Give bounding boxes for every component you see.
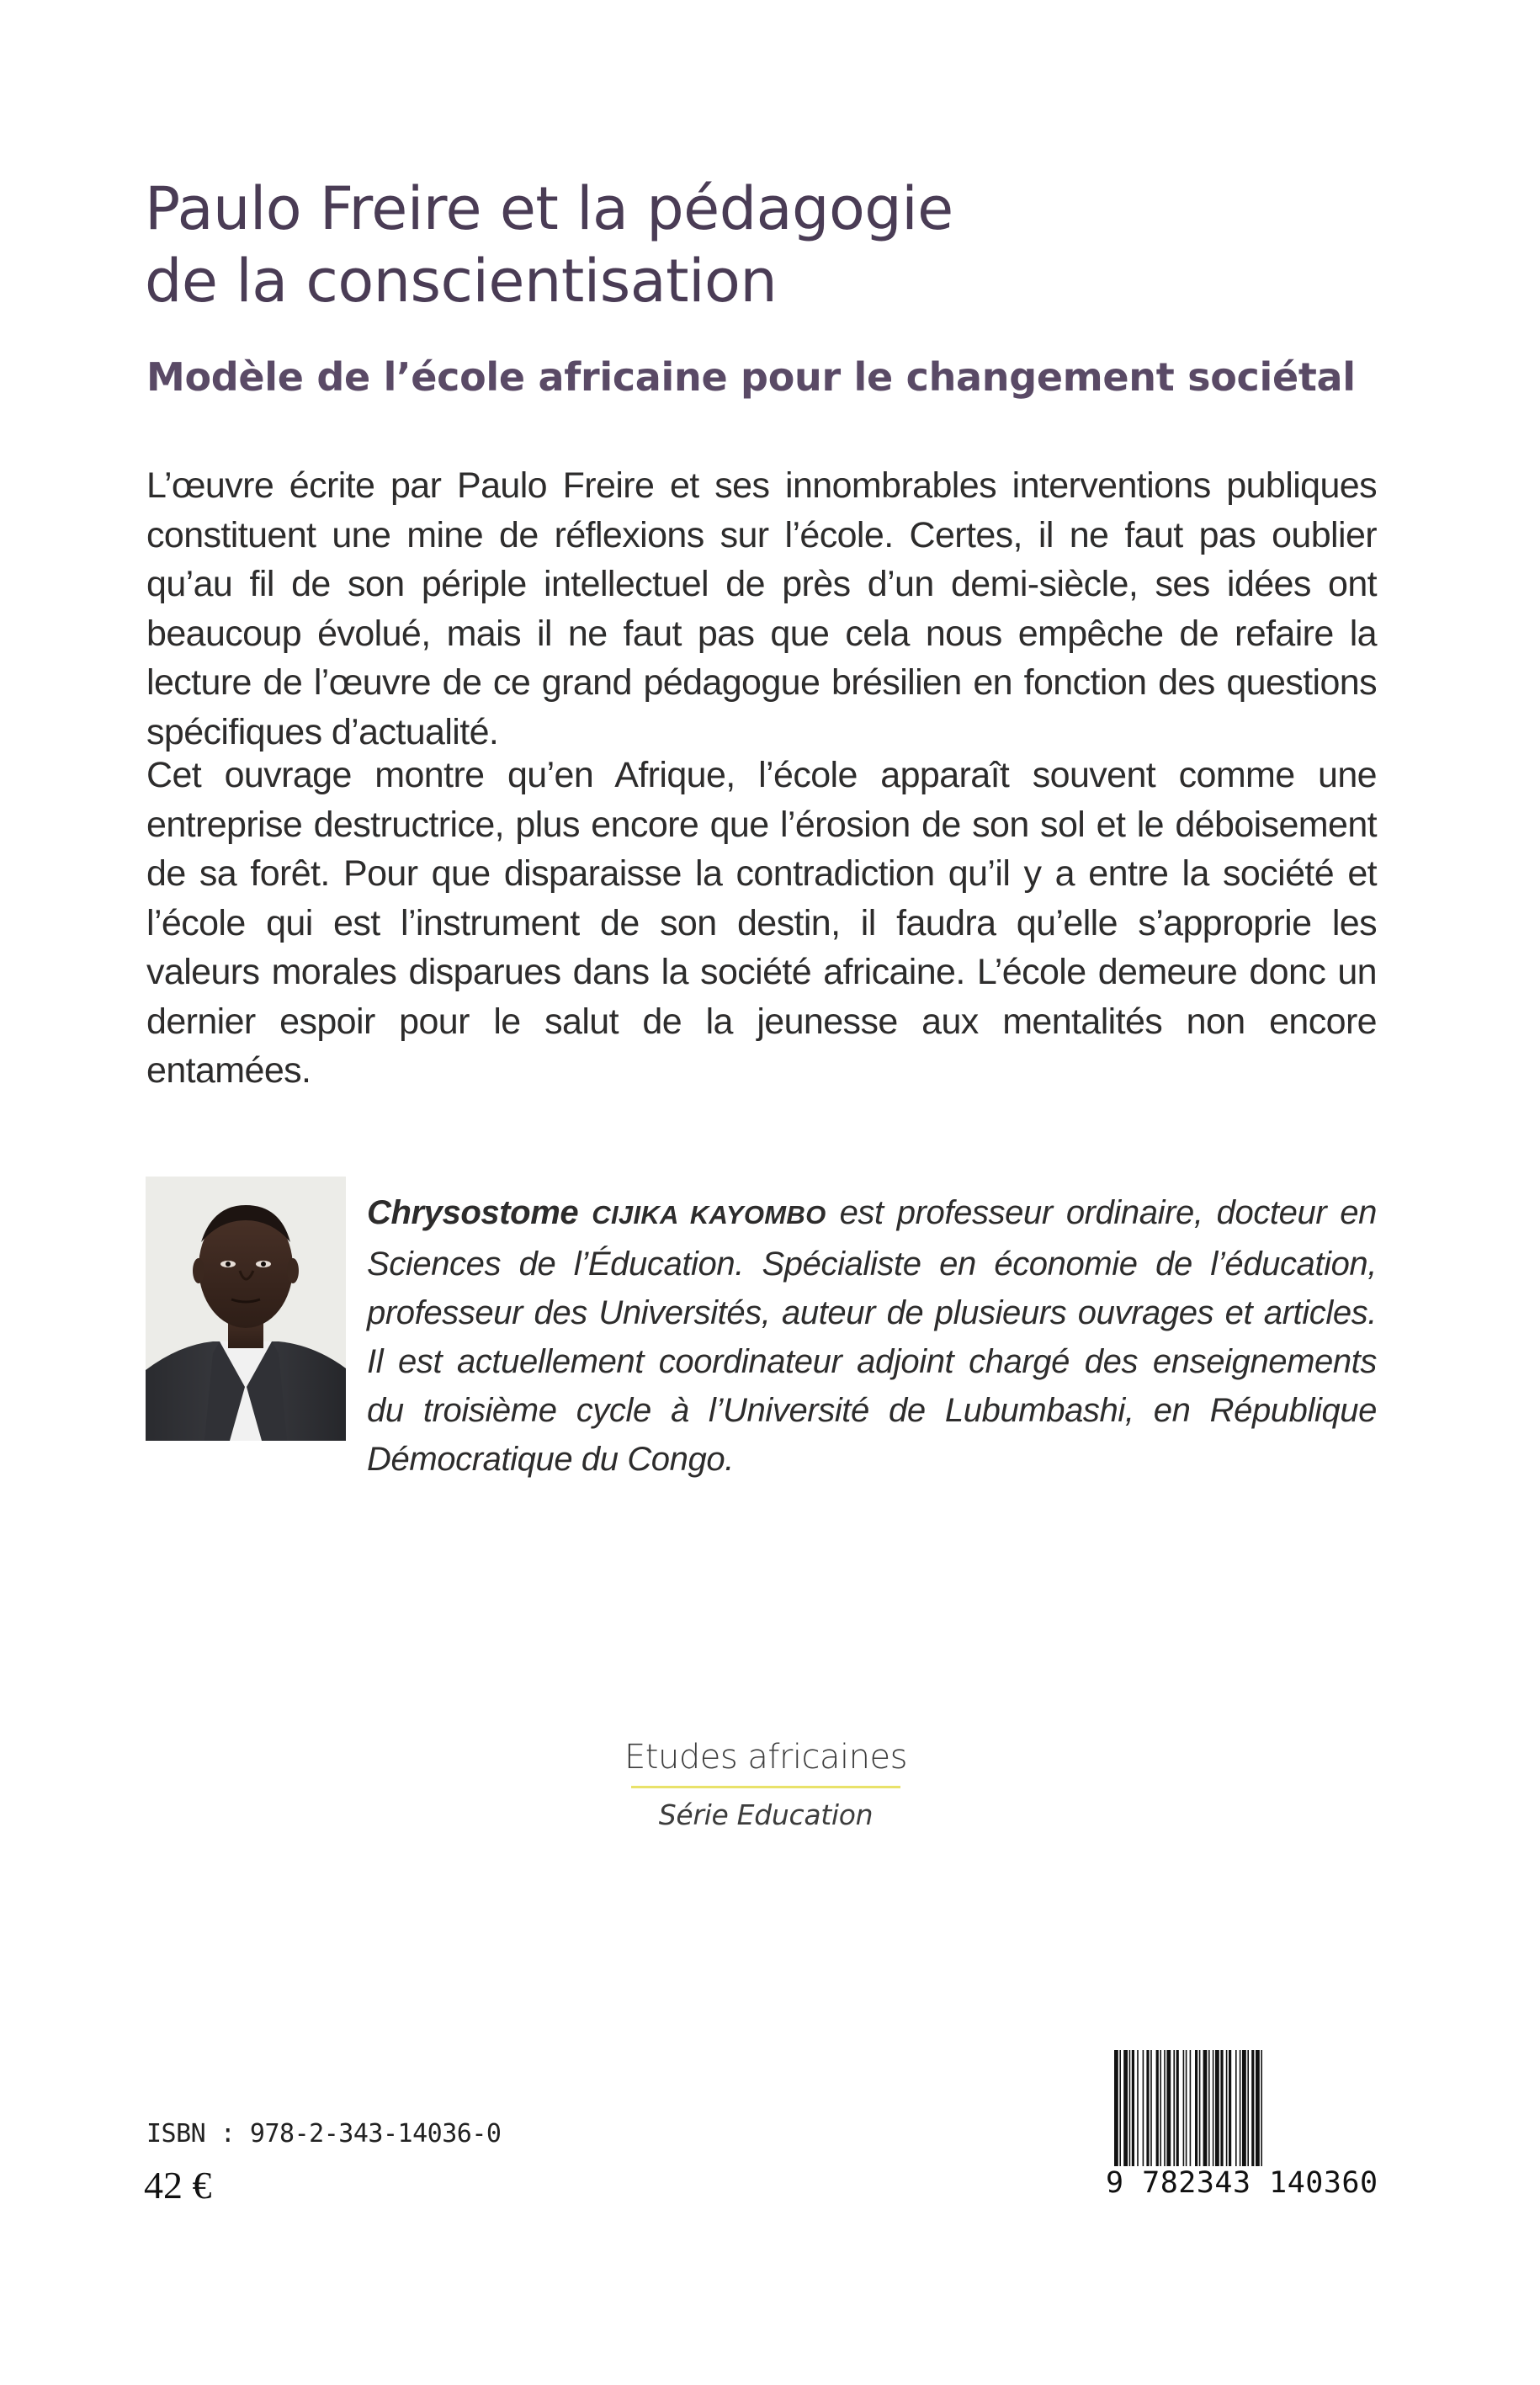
barcode-bar (1235, 2050, 1237, 2176)
barcode-bar (1183, 2050, 1185, 2176)
isbn-label: ISBN : 978-2-343-14036-0 (146, 2119, 502, 2149)
barcode-bar (1123, 2050, 1128, 2176)
author-first-name: Chrysostome (367, 1194, 579, 1231)
series-subtitle: Série Education (658, 1798, 874, 1831)
barcode-bar (1199, 2050, 1201, 2176)
barcode-bar (1208, 2050, 1210, 2176)
series-block (623, 1735, 909, 1834)
barcode-bar (1156, 2050, 1159, 2176)
series-name: Etudes africaines (624, 1738, 907, 1777)
barcode-bars (1109, 2050, 1387, 2176)
barcode-bar (1186, 2050, 1187, 2176)
barcode-bar (1114, 2050, 1118, 2176)
barcode-bar (1190, 2050, 1192, 2176)
author-bio-text: est professeur ordinaire, docteur en Sciences de l’Éducation. Spécialiste en économie de l’éducation, professeur des Universités, auteur de plusieurs ouvrages et articles. Il est actuellement coordinateur adjoint chargé des enseignements du troisième cycle à l’Université de Lubumbashi, en République Démocratique du Congo. (367, 1194, 1377, 1478)
barcode-bar (1150, 2050, 1152, 2176)
barcode-bar (1137, 2050, 1139, 2176)
barcode-bar (1143, 2050, 1144, 2176)
author-bio (367, 1188, 1377, 1484)
barcode-bar (1213, 2050, 1214, 2176)
blurb-paragraph-1: L’œuvre écrite par Paulo Freire et ses innombrables interventions publiques constituent une mine de réflexions sur l’école. Certes, il ne faut pas oublier qu’au fil de son périple intellectuel de près d’un demi-siècle, ses idées ont beaucoup évolué, mais il ne faut pas que cela nous empêche de refaire la lecture de l’œuvre de ce grand pédagogue brésilien en fonction des questions spécifiques d’actualité. (146, 465, 1377, 752)
author-last-name: CIJIKA KAYOMBO (592, 1200, 826, 1230)
book-title (145, 173, 1407, 317)
author-photo (146, 1177, 346, 1441)
author-portrait-illustration (146, 1177, 346, 1441)
series-divider (631, 1786, 900, 1788)
barcode-bar (1220, 2050, 1223, 2176)
barcode-digits: 9 782343 140360 (1104, 2166, 1392, 2200)
book-title-line-2: de la conscientisation (145, 247, 778, 316)
barcode-bar (1146, 2050, 1149, 2176)
barcode-bar (1132, 2050, 1134, 2176)
book-title-line-1: Paulo Freire et la pédagogie (145, 174, 953, 243)
barcode-bar (1164, 2050, 1166, 2176)
barcode-bar (1129, 2050, 1131, 2176)
barcode-bar (1261, 2050, 1262, 2176)
barcode-bar (1226, 2050, 1228, 2176)
barcode-bar (1119, 2050, 1121, 2176)
barcode-bar (1173, 2050, 1175, 2176)
barcode-bar (1195, 2050, 1197, 2176)
barcode-bar (1215, 2050, 1219, 2176)
book-subtitle: Modèle de l’école africaine pour le changement sociétal (146, 354, 1356, 400)
blurb-paragraph-2: Cet ouvrage montre qu’en Afrique, l’école apparaît souvent comme une entreprise destructrice, plus encore que l’érosion de son sol et le déboisement de sa forêt. Pour que disparaisse la contradiction qu’il y a entre la société et l’école qui est l’instrument de son destin, il faudra qu’elle s’approprie les valeurs morales disparues dans la société africaine. L’école demeure donc un dernier espoir pour le salut de la jeunesse aux mentalités non encore entamées. (146, 755, 1377, 1091)
barcode-bar (1166, 2050, 1171, 2176)
barcode-bar (1160, 2050, 1161, 2176)
barcode-bar (1240, 2050, 1241, 2176)
price-label: 42 € (144, 2164, 212, 2207)
barcode-bar (1251, 2050, 1254, 2176)
barcode-bar (1242, 2050, 1246, 2176)
barcode-bar (1203, 2050, 1208, 2176)
barcode-bar (1247, 2050, 1249, 2176)
barcode-bar (1176, 2050, 1179, 2176)
barcode-bar (1229, 2050, 1231, 2176)
barcode-bar (1256, 2050, 1260, 2176)
